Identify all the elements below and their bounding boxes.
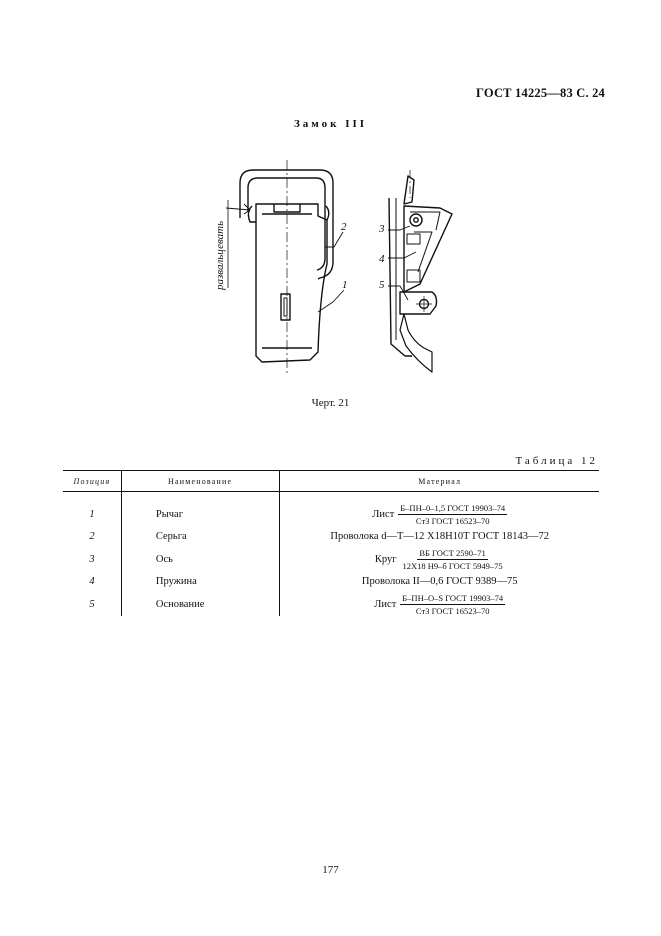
row-material: [280, 492, 599, 527]
material-denominator: Ст3 ГОСТ 16523–70: [415, 515, 490, 526]
material-denominator: 12Х18 Н9–б ГОСТ 5949–75: [402, 560, 503, 571]
side-label-rolled: развальцевать: [214, 220, 226, 290]
document-header: ГОСТ 14225—83 С. 24: [476, 86, 605, 100]
material-prefix: Круг: [374, 553, 397, 565]
material-prefix: Лист: [372, 508, 395, 520]
callout-2: 2: [341, 221, 347, 233]
row-name: Рычаг: [121, 492, 280, 527]
row-name: Серьга: [121, 526, 280, 547]
material-numerator: Б–ПН–О–S ГОСТ 19903–74: [402, 592, 504, 603]
callout-5: 5: [379, 279, 385, 291]
callout-4: 4: [379, 253, 385, 265]
table-row: [63, 592, 599, 616]
row-material: Проволока d—Т—12 Х18Н10Т ГОСТ 18143—72: [280, 526, 599, 547]
col-header-name: Наименование: [121, 471, 280, 492]
material-numerator: ВБ ГОСТ 2590–71: [419, 547, 486, 558]
table-row: [63, 571, 599, 592]
row-material: [280, 592, 599, 616]
material-prefix: Лист: [374, 598, 397, 610]
page-number: 177: [322, 864, 339, 876]
lock-technical-drawing: [0, 0, 661, 400]
callout-3: 3: [379, 223, 385, 235]
row-name: Пружина: [121, 571, 280, 592]
row-material: Проволока II—0,6 ГОСТ 9389—75: [280, 571, 599, 592]
shackle-inner: [248, 178, 325, 270]
col-header-position: Позиция: [63, 471, 121, 492]
callout-1: 1: [342, 279, 348, 291]
row-material: [280, 547, 599, 571]
col-header-material: Материал: [280, 471, 599, 492]
row-position: 5: [89, 598, 95, 610]
row-position: 1: [89, 508, 95, 520]
table-label: Таблица 12: [515, 455, 598, 467]
row-position: 2: [89, 531, 95, 542]
figure-caption: Черт. 21: [311, 397, 350, 409]
table-row: [63, 526, 599, 547]
material-denominator: Ст3 ГОСТ 16523–70: [415, 605, 490, 616]
materials-table: [63, 470, 599, 616]
row-name: Ось: [121, 547, 280, 571]
table-row: [63, 492, 599, 527]
row-position: 4: [89, 576, 95, 587]
lever-body: [256, 204, 327, 362]
shackle-outer: [240, 170, 333, 279]
row-name: Основание: [121, 592, 280, 616]
figure-title: Замок III: [293, 118, 368, 130]
table-row: [63, 547, 599, 571]
row-position: 3: [89, 553, 95, 565]
material-numerator: Б–ПН–0–1,5 ГОСТ 19903–74: [400, 502, 506, 513]
